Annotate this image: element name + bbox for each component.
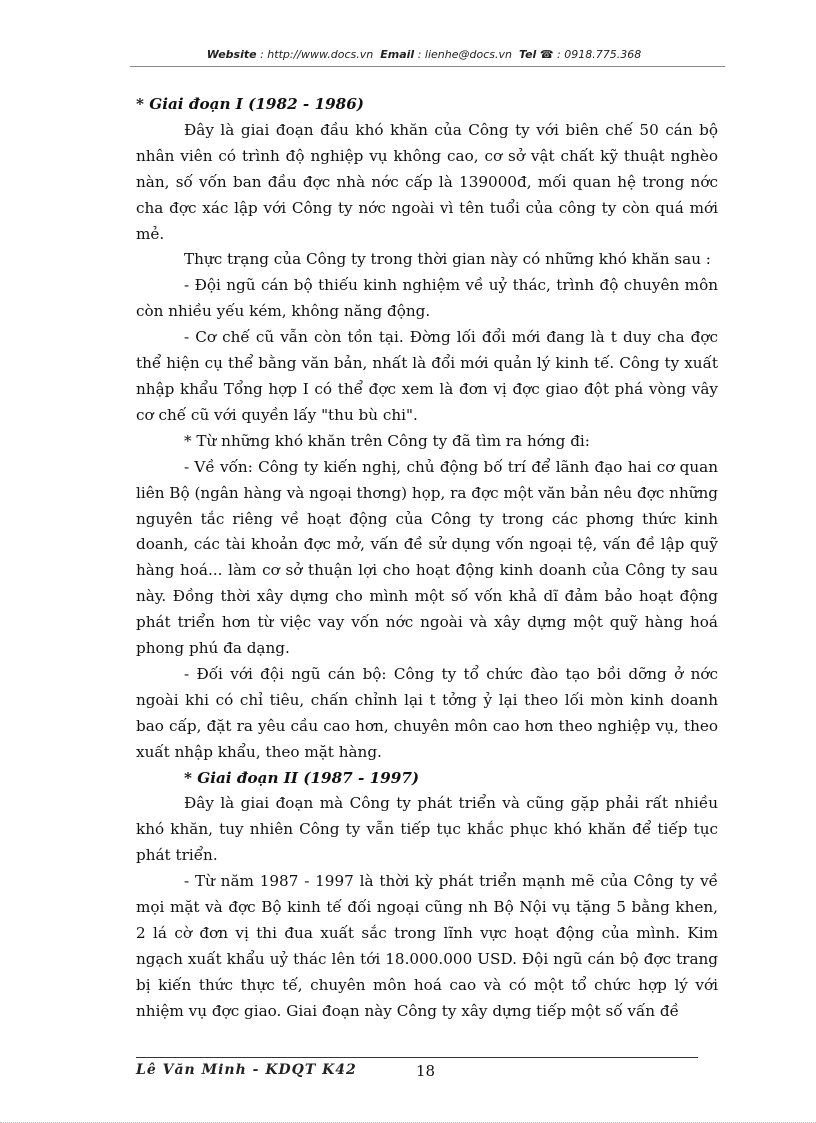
website-value: : http://www.docs.vn <box>260 48 374 61</box>
tel-value: : 0918.775.368 <box>557 48 642 61</box>
paragraph-9: - Từ năm 1987 - 1997 là thời kỳ phát triển mạnh mẽ của Công ty về mọi mặt và đợc Bộ kinh tế đối ngoại cũng nh Bộ Nội vụ tặng 5 bằng khen, 2 lá cờ đơn vị thi đua xuất sắc trong lĩnh vực hoạt động của mình. Kim ngạch xuất khẩu uỷ thác lên tới 18.000.000 USD. Đội ngũ cán bộ đợc trang bị kiến thức thực tế, chuyên môn hoá cao và có một tổ chức hợp lý với nhiệm vụ đợc giao. Giai đoạn này Công ty xây dựng tiếp một số vấn đề <box>136 872 718 1020</box>
paragraph-8: Đây là giai đoạn mà Công ty phát triển và cũng gặp phải rất nhiều khó khăn, tuy nhiên Công ty vẫn tiếp tục khắc phục khó khăn để tiếp tục phát triển. <box>136 794 718 865</box>
phone-icon: ☎ <box>539 48 554 61</box>
footer-author: Lê Văn Minh - KDQT K42 <box>136 1062 357 1078</box>
paragraph-1: Đây là giai đoạn đầu khó khăn của Công ty với biên chế 50 cán bộ nhân viên có trình độ nghiệp vụ không cao, cơ sở vật chất kỹ thuật nghèo nàn, số vốn ban đầu đợc nhà nớc cấp là 139000đ, mối quan hệ trong nớc cha đợc xác lập với Công ty nớc ngoài vì tên tuổi của công ty còn quá mới mẻ. <box>136 120 718 243</box>
page-number: 18 <box>416 1062 436 1080</box>
paragraph-3: - Đội ngũ cán bộ thiếu kinh nghiệm về uỷ thác, trình độ chuyên môn còn nhiều yếu kém, không năng động. <box>136 276 718 321</box>
header-divider <box>130 66 725 67</box>
section-heading-1: * Giai đoạn I (1982 - 1986) <box>136 95 364 113</box>
paragraph-5: * Từ những khó khăn trên Công ty đã tìm ra hớng đi: <box>184 431 590 450</box>
website-label: Website <box>206 48 257 61</box>
email-label: Email <box>380 48 415 61</box>
tel-label: Tel <box>518 48 537 61</box>
email-value: : lienhe@docs.vn <box>417 48 512 61</box>
paragraph-4: - Cơ chế cũ vẫn còn tồn tại. Đờng lối đổi mới đang là t duy cha đợc thể hiện cụ thể bằng văn bản, nhất là đổi mới quản lý kinh tế. Công ty xuất nhập khẩu Tổng hợp I có thể đợc xem là đơn vị đợc giao đột phá vòng vây cơ chế cũ với quyền lấy "thu bù chi". <box>136 328 718 424</box>
page-header <box>130 48 718 61</box>
document-body <box>136 92 718 1025</box>
section-heading-2: * Giai đoạn II (1987 - 1997) <box>184 768 420 787</box>
footer-divider <box>136 1057 698 1058</box>
paragraph-6: - Về vốn: Công ty kiến nghị, chủ động bố trí để lãnh đạo hai cơ quan liên Bộ (ngân hàng và ngoại thơng) họp, ra đợc một văn bản nêu đợc những nguyên tắc riêng về hoạt động của Công ty trong các phơng thức kinh doanh, các tài khoản đợc mở, vấn đề sử dụng vốn ngoại tệ, vấn đề lập quỹ hàng hoá... làm cơ sở thuận lợi cho hoạt động kinh doanh của Công ty sau này. Đồng thời xây dựng cho mình một số vốn khả dĩ đảm bảo hoạt động phát triển hơn từ việc vay vốn nớc ngoài và xây dựng một quỹ hàng hoá phong phú đa dạng. <box>136 457 719 658</box>
paragraph-7: - Đối với đội ngũ cán bộ: Công ty tổ chức đào tạo bồi dỡng ở nớc ngoài khi có chỉ tiêu, chấn chỉnh lại t tởng ỷ lại theo lối mòn kinh doanh bao cấp, đặt ra yêu cầu cao hơn, chuyên môn cao hơn theo nghiệp vụ, theo xuất nhập khẩu, theo mặt hàng. <box>136 664 718 761</box>
paragraph-2: Thực trạng của Công ty trong thời gian này có những khó khăn sau : <box>184 250 711 269</box>
